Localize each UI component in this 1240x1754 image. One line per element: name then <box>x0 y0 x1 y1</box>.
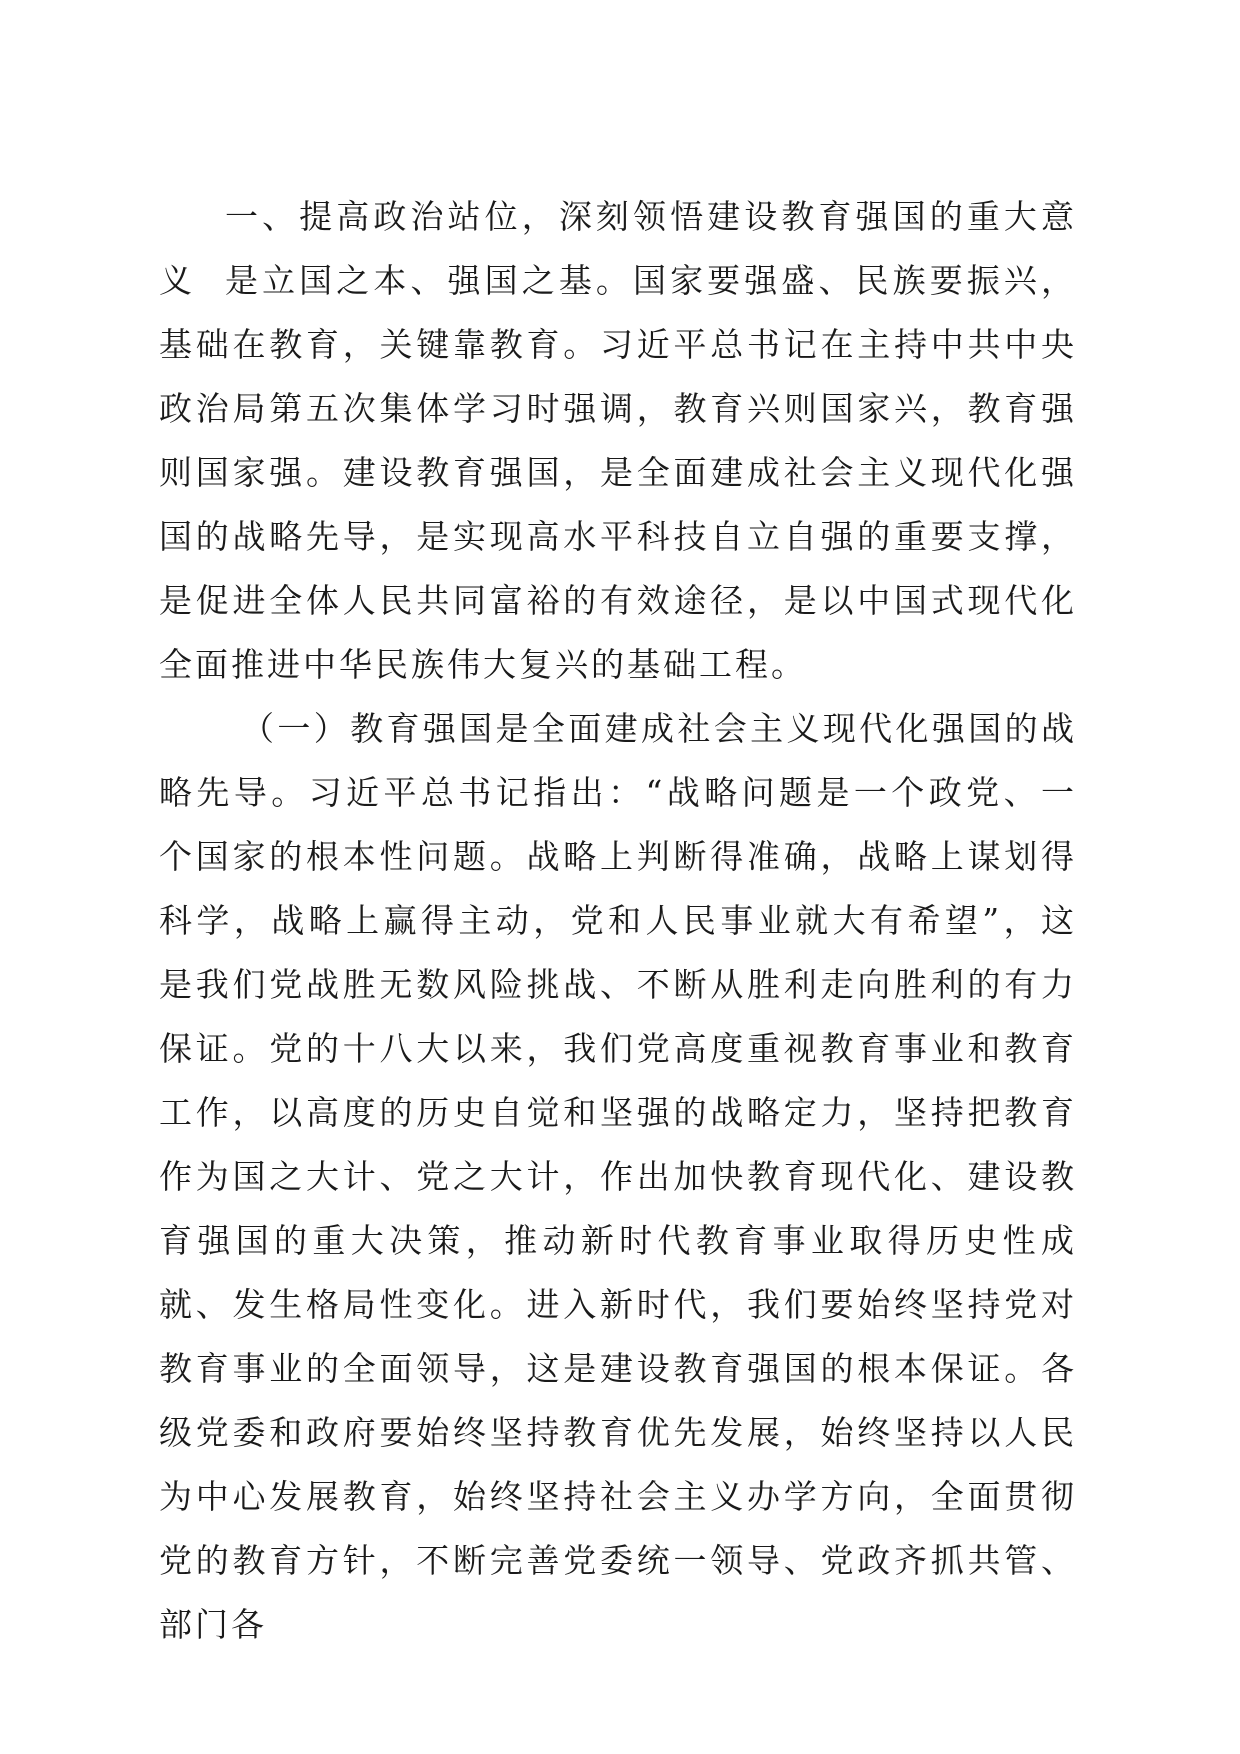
paragraph-intro <box>159 249 1077 697</box>
paragraph-intro-text: 是立国之本、强国之基。国家要强盛、民族要振兴，基础在教育，关键靠教育。习近平总书记在主持中共中央政治局第五次集体学习时强调，教育兴则国家兴，教育强则国家强。建设教育强国，是全面建成社会主义现代化强国的战略先导，是实现高水平科技自立自强的重要支撑，是促进全体人民共同富裕的有效途径，是以中国式现代化全面推进中华民族伟大复兴的基础工程。 <box>159 261 1077 684</box>
paragraph-strategic-guide-text: （一）教育强国是全面建成社会主义现代化强国的战略先导。习近平总书记指出：“战略问题是一个政党、一个国家的根本性问题。战略上判断得准确，战略上谋划得科学，战略上赢得主动，党和人民事业就大有希望”，这是我们党战胜无数风险挑战、不断从胜利走向胜利的有力保证。党的十八大以来，我们党高度重视教育事业和教育工作，以高度的历史自觉和坚强的战略定力，坚持把教育作为国之大计、党之大计，作出加快教育现代化、建设教育强国的重大决策，推动新时代教育事业取得历史性成就、发生格局性变化。进入新时代，我们要始终坚持党对教育事业的全面领导，这是建设教育强国的根本保证。各级党委和政府要始终坚持教育优先发展，始终坚持以人民为中心发展教育，始终坚持社会主义办学方向，全面贯彻党的教育方针，不断完善党委统一领导、党政齐抓共管、部门各 <box>159 709 1077 1644</box>
heading-text: 一、提高政治站位，深刻领悟建设教育强国的重大意义 <box>159 197 1077 300</box>
paragraph-strategic-guide <box>159 697 1077 1657</box>
